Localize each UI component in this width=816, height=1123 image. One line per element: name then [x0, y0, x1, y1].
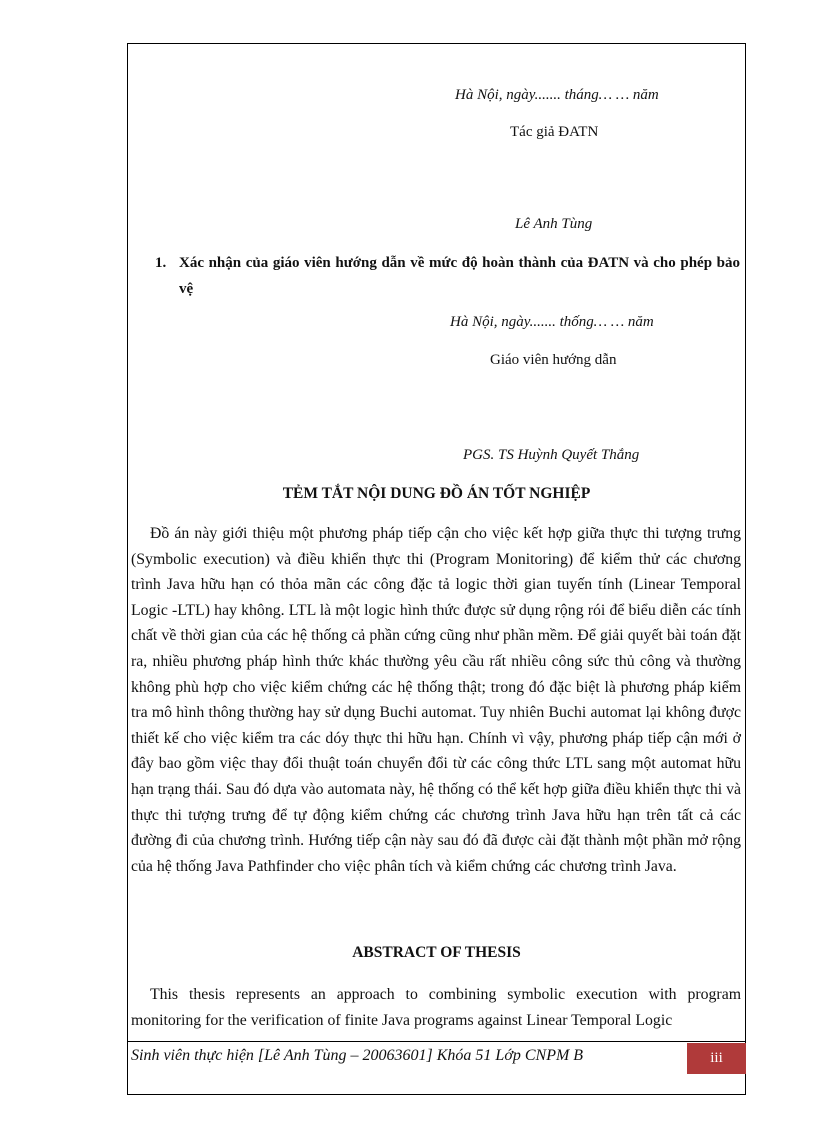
author-date-line: Hà Nội, ngày....... tháng… … năm: [455, 87, 659, 103]
supervisor-date-line: Hà Nội, ngày....... thống… … năm: [450, 314, 654, 330]
supervisor-role: Giáo viên hướng dẫn: [490, 352, 617, 368]
summary-paragraph: Đồ án này giới thiệu một phương pháp tiếp cận cho việc kết hợp giữa thực thi tượng trưng (Symbolic execution) và điều khiển thực thi (Program Monitoring) để kiểm thử các chương trình Java hữu hạn có thỏa mãn các công đặc tả logic thời gian tuyến tính (Linear Temporal Logic -LTL) hay không. LTL là một logic hình thức được sử dụng rộng rói để biểu diễn các tính chất về thời gian của các hệ thống cả phần cứng cũng như phần mềm. Để giải quyết bài toán đặt ra, nhiều phương pháp hình thức khác thường yêu cầu rất nhiều công sức thủ công và thường không phù hợp cho việc kiểm chứng các hệ thống thật; trong đó đặc biệt là phương pháp kiểm tra mô hình thông thường hay sử dụng Buchi automat. Tuy nhiên Buchi automat lại không được thiết kế cho việc kiểm tra các dóy thực thi hữu hạn. Chính vì vậy, phương pháp tiếp cận mới ở đây bao gồm việc thay đổi thuật toán chuyển đổi từ các công thức LTL sang một automat hữu hạn trạng thái. Sau đó dựa vào automata này, hệ thống có thể kết hợp giữa điều khiển thực thi và thực thi tượng trưng để tự động kiểm chứng các chương trình Java hữu hạn trên tất cả các đường đi của chương trình. Hướng tiếp cận này sau đó đã được cài đặt thành một phần mở rộng của hệ thống Java Pathfinder cho việc phân tích và kiểm chứng các chương trình Java.: [131, 525, 741, 875]
item-text: Xác nhận của giáo viên hướng dẫn về mức độ hoàn thành của ĐATN và cho phép bảo vệ: [179, 255, 740, 297]
page-number-badge: [687, 1043, 746, 1074]
page-number: iii: [710, 1050, 723, 1066]
footer-student-info: Sinh viên thực hiện [Lê Anh Tùng – 20063601] Khóa 51 Lớp CNPM B: [131, 1047, 584, 1064]
confirmation-item: [155, 250, 740, 302]
footer-divider: [127, 1041, 746, 1042]
abstract-paragraph: This thesis represents an approach to combining symbolic execution with program monitoring for the verification of finite Java programs against Linear Temporal Logic: [131, 986, 741, 1029]
supervisor-name: PGS. TS Huỳnh Quyết Thắng: [463, 447, 640, 463]
author-role: Tác giả ĐATN: [510, 124, 599, 140]
author-name: Lê Anh Tùng: [515, 216, 593, 232]
summary-heading: TẺM TẮT NỘI DUNG ĐỒ ÁN TỐT NGHIỆP: [282, 485, 591, 502]
item-number: 1.: [155, 255, 167, 271]
abstract-heading: ABSTRACT OF THESIS: [352, 944, 521, 961]
